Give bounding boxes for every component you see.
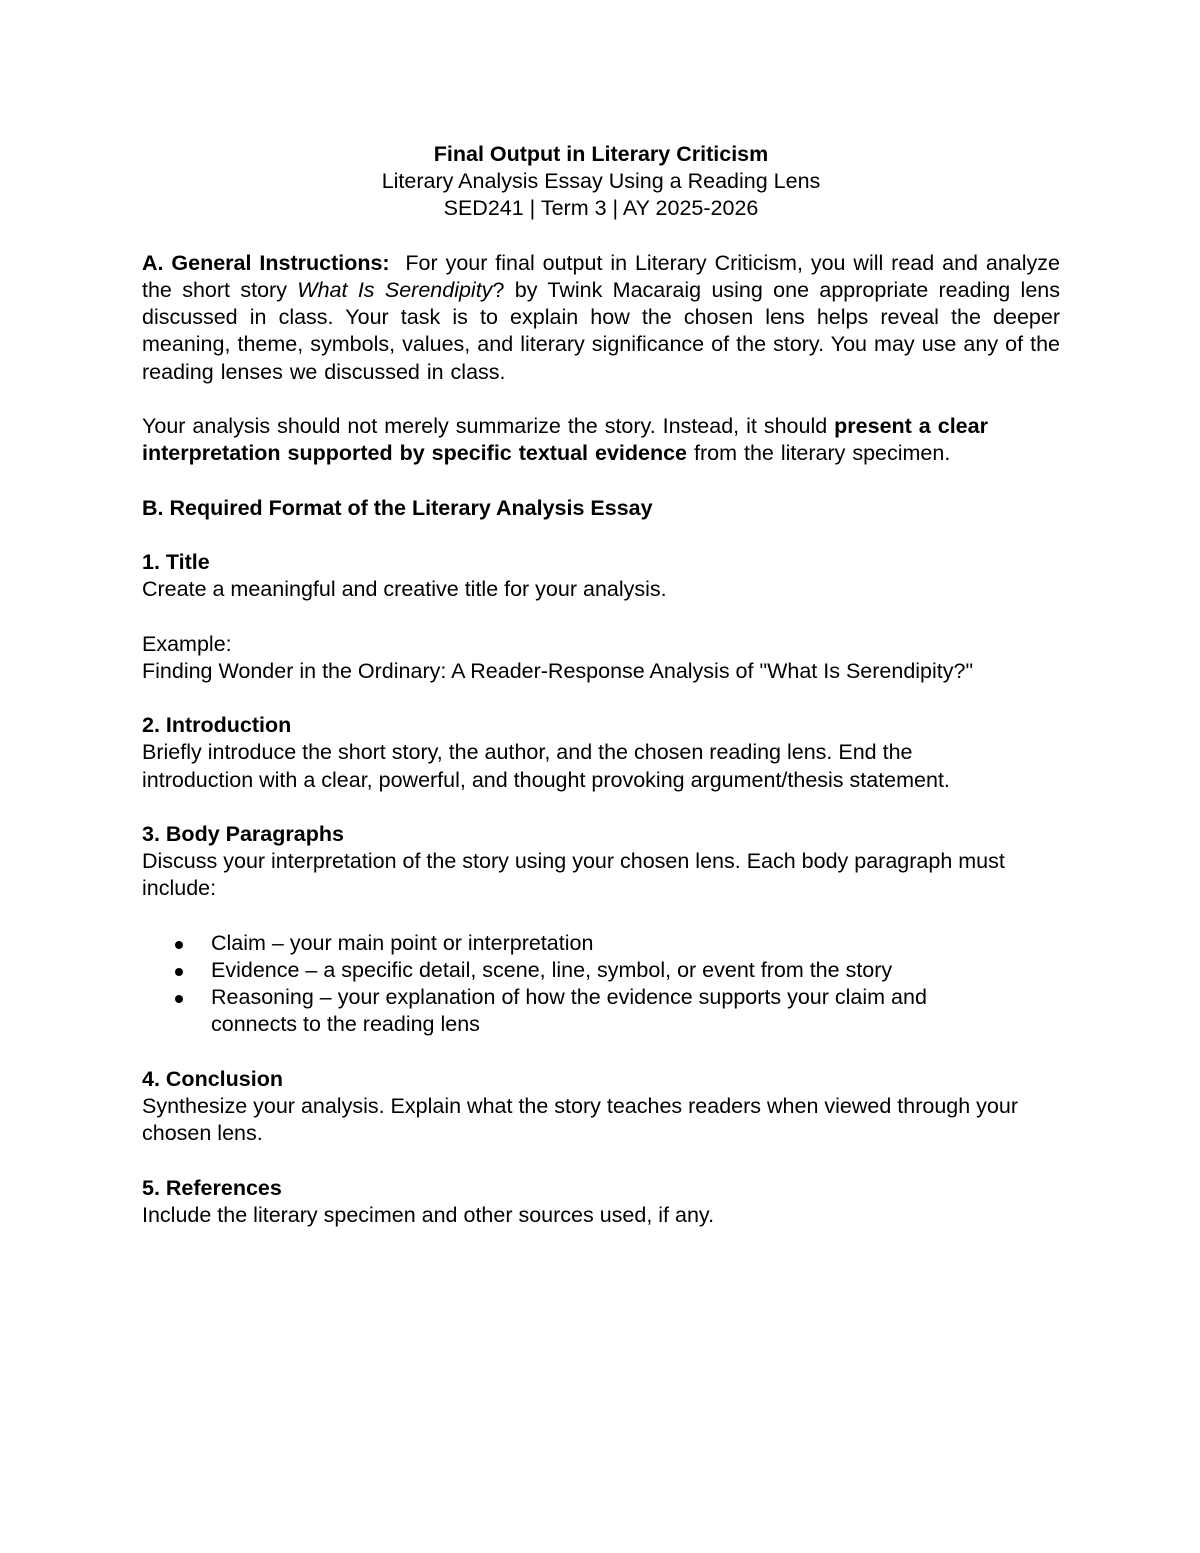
analysis-note-paragraph (142, 413, 1060, 467)
spacer (142, 467, 1060, 494)
bullet-icon (175, 968, 183, 976)
analysis-note-start: Your analysis should not merely summarize the story. Instead, it should (142, 414, 835, 438)
example-text: Finding Wonder in the Ordinary: A Reader-Response Analysis of "What Is Serendipity?" (142, 658, 974, 683)
spacer (142, 1147, 1060, 1174)
analysis-note-emphasis: present a clear interpretation supported by specific textual evidence (142, 414, 988, 466)
bullet-reasoning: Reasoning – your explanation of how the evidence supports your claim and connects to the reading lens (211, 985, 927, 1037)
introduction-text: Briefly introduce the short story, the author, and the chosen reading lens. End the introduction with a clear, powerful, and thought provoking argument/thesis statement. (142, 740, 950, 792)
spacer (142, 903, 1060, 930)
spacer (142, 522, 1060, 549)
spacer (142, 386, 1060, 413)
story-title: What Is Serendipity (297, 278, 493, 302)
introduction-heading: 2. Introduction (142, 713, 292, 738)
bullet-evidence: Evidence – a specific detail, scene, line, symbol, or event from the story (211, 957, 893, 982)
list-item (142, 984, 1011, 1038)
course-line: SED241 | Term 3 | AY 2025-2026 (443, 196, 759, 221)
spacer (142, 794, 1060, 821)
spacer (142, 1039, 1060, 1066)
spacer (142, 603, 1060, 630)
title-heading: 1. Title (142, 549, 210, 574)
document-page (142, 141, 1067, 1229)
general-instructions-paragraph (142, 250, 1067, 386)
bullet-icon (175, 941, 183, 949)
spacer (142, 685, 1060, 712)
list-item (142, 957, 1060, 984)
document-subtitle: Literary Analysis Essay Using a Reading Lens (381, 169, 821, 194)
section-b-heading: B. Required Format of the Literary Analysis Essay (142, 495, 653, 520)
bullet-claim: Claim – your main point or interpretation (211, 930, 594, 955)
body-paragraphs-text: Discuss your interpretation of the story using your chosen lens. Each body paragraph must include: (142, 849, 1005, 901)
bullet-icon (175, 995, 183, 1003)
spacer (142, 223, 1060, 250)
body-requirements-list (142, 930, 1060, 1039)
analysis-note-end: from the literary specimen. (687, 441, 951, 466)
section-a-heading: A. General Instructions: (142, 250, 390, 275)
list-item (142, 930, 1060, 957)
instructions-text-start: For your final output in Literary Criticism, you will read and analyze the short story (142, 250, 1067, 302)
instructions-text-end: ? by Twink Macaraig using one appropriate reading lens discussed in class. Your task is to explain how the chosen lens helps reveal the deeper meaning, theme, symbols, values, and literary significance of the story. You may use any of the reading lenses we discussed in class. (142, 278, 1060, 384)
conclusion-heading: 4. Conclusion (142, 1066, 283, 1091)
title-text: Create a meaningful and creative title for your analysis. (142, 577, 667, 602)
conclusion-text: Synthesize your analysis. Explain what the story teaches readers when viewed through your chosen lens. (142, 1093, 1018, 1146)
references-text: Include the literary specimen and other sources used, if any. (142, 1202, 715, 1227)
document-title: Final Output in Literary Criticism (433, 142, 769, 166)
body-paragraphs-heading: 3. Body Paragraphs (142, 821, 344, 846)
references-heading: 5. References (142, 1175, 282, 1200)
example-label: Example: (142, 631, 232, 656)
